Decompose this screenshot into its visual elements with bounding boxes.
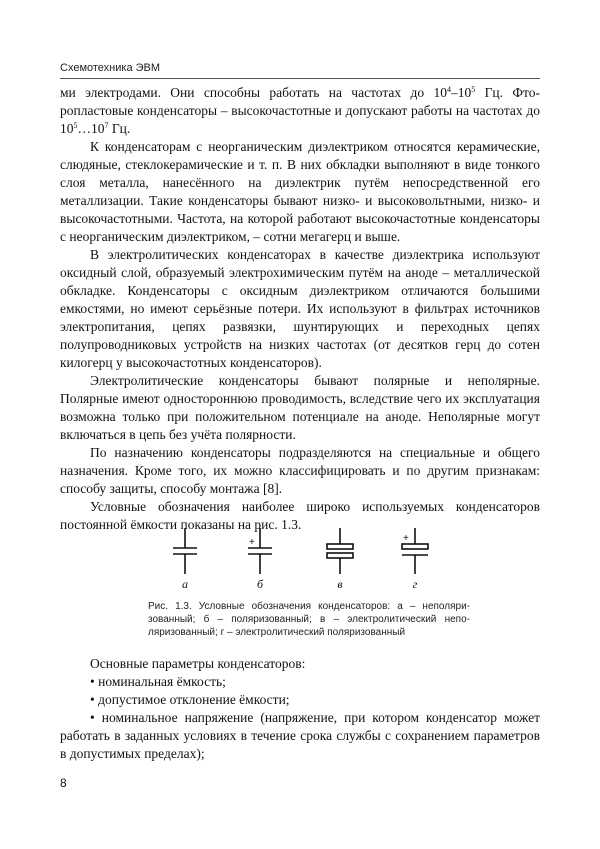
text-fragment: …10 (77, 121, 105, 136)
label-c: в (337, 577, 343, 591)
plus-sign-d: + (403, 533, 409, 544)
text-fragment: Гц. Фторопластовые конденсаторы – высокочастотные и допускают работы на частотах до 10 (60, 85, 540, 136)
list-item: • номинальная ёмкость; (90, 674, 226, 689)
figure-caption: Рис. 1.3. Условные обозначения конденсаторов: а – неполяризованный; б – поляризованный; в – электролитический неполяризованный; г – электролитический поляризованный (148, 601, 470, 638)
header-divider (60, 78, 540, 79)
parameters-list (60, 655, 540, 763)
exponent: 5 (73, 121, 78, 130)
exponent: 4 (447, 85, 451, 94)
list-item: • номинальное напряжение (напряжение, при котором конденсатор может работать в заданных условиях в течение срока службы с сохранением параметров в допустимых пределах); (60, 710, 540, 761)
main-text (60, 84, 540, 534)
running-header: Схемотехника ЭВМ (60, 62, 161, 74)
page-number: 8 (60, 776, 67, 790)
capacitor-symbol-c (327, 528, 353, 574)
capacitor-symbol-b (248, 528, 272, 574)
capacitor-symbol-a (173, 528, 197, 574)
exponent: 7 (104, 121, 109, 130)
label-b: б (256, 577, 264, 591)
plus-sign-b: + (249, 537, 255, 548)
text-fragment: –10 (451, 85, 472, 100)
paragraph-symbols: Условные обозначения наиболее широко используемых конденсаторов постоянной ёмкости показаны на рис. 1.3. (60, 499, 540, 532)
text-fragment: Гц. (108, 121, 131, 136)
list-item: • допустимое отклонение ёмкости; (90, 692, 290, 707)
exponent: 5 (471, 85, 476, 94)
paragraph-electrolytic: В электролитических конденсаторах в качестве диэлектрика используют оксидный слой, образуемый электрохимическим путём на аноде – металлической обкладке. Конденсаторы с оксидным диэлектриком отличаются большими емкостями, но имеют серьёзные потери. Их используют в фильтрах источников электропитания, цепях развязки, шунтирующих и переходных цепях полупроводниковых устройств на низких частотах (от десятков герц до сотен килогерц у высокочастотных конденсаторов). (60, 247, 540, 370)
paragraph-purpose: По назначению конденсаторы подразделяются на специальные и общего назначения. Кроме того, их можно классифицировать и по другим признакам: способу защиты, способу монтажа [8]. (60, 445, 540, 496)
label-a: а (182, 577, 188, 591)
label-d: г (412, 577, 418, 591)
paragraph-continued (60, 84, 540, 138)
parameters-intro: Основные параметры конденсаторов: (90, 656, 306, 671)
paragraph-polarity: Электролитические конденсаторы бывают полярные и неполярные. Полярные имеют одностороннюю проводимость, вследствие чего их эксплуатация возможна только при положительном потенциале на аноде. Неполярные могут включаться в цепь без учёта полярности. (60, 373, 540, 442)
text-fragment: ми электродами. Они способны работать на частотах до 10 (60, 85, 447, 100)
paragraph-inorganic: К конденсаторам с неорганическим диэлектриком относятся керамические, слюдяные, стеклокерамические и т. п. В них обкладки выполняют в виде тонкого слоя металла, нанесённого на диэлектрик путём непосредственной его металлизации. Такие конденсаторы бывают низко- и высоковольтными, низко- и высокочастотными. Частота, на которой работают высокочастотные конденсаторы с неорганическим диэлектриком, – сотни мегагерц и выше. (60, 139, 540, 244)
